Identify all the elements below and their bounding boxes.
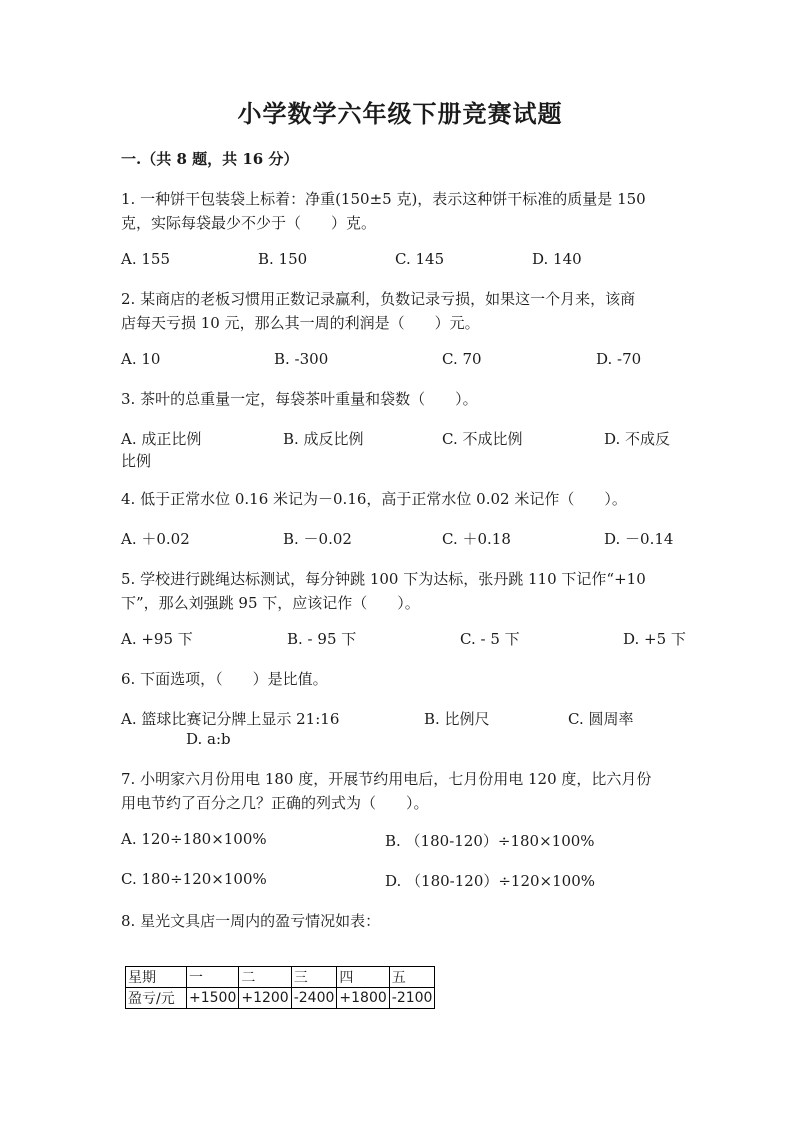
question-7-option-b: B. （180-120）÷180×100%	[385, 832, 595, 850]
question-6-option-c: C. 圆周率	[568, 710, 634, 728]
question-1-option-b: B. 150	[258, 250, 308, 268]
question-7-line-1: 7. 小明家六月份用电 180 度，开展节约用电后，七月份用电 120 度，比六月份	[121, 770, 652, 788]
question-5-line-1: 5. 学校进行跳绳达标测试，每分钟跳 100 下为达标，张丹跳 110 下记作“+10	[121, 570, 646, 588]
table-header-cell: 四	[337, 967, 389, 988]
question-7-option-a: A. 120÷180×100%	[121, 830, 267, 848]
table-cell: 盈亏/元	[126, 988, 187, 1009]
question-1-option-a: A. 155	[121, 250, 170, 268]
question-3-option-a: A. 成正比例	[121, 430, 202, 448]
question-6-line-1: 6. 下面选项，（ ）是比值。	[121, 670, 328, 688]
table-row	[126, 988, 435, 1009]
question-3-option-d-wrap: 比例	[121, 452, 152, 470]
table-row	[126, 967, 435, 988]
question-5-option-a: A. +95 下	[121, 630, 193, 648]
question-1-line-2: 克，实际每袋最少不少于（ ）克。	[121, 214, 377, 232]
question-5-line-2: 下”，那么刘强跳 95 下，应该记作（ ）。	[121, 594, 420, 612]
table-header-cell: 三	[291, 967, 337, 988]
question-2-option-a: A. 10	[121, 350, 161, 368]
question-2-line-2: 店每天亏损 10 元，那么其一周的利润是（ ）元。	[121, 314, 480, 332]
question-8-line-1: 8. 星光文具店一周内的盈亏情况如表：	[121, 912, 381, 930]
question-2-line-1: 2. 某商店的老板习惯用正数记录赢利，负数记录亏损，如果这一个月来，该商	[121, 290, 636, 308]
question-1-line-1: 1. 一种饼干包装袋上标着：净重(150±5 克)，表示这种饼干标准的质量是 150	[121, 190, 646, 208]
section-heading: 一.（共 8 题，共 16 分）	[121, 150, 299, 168]
question-3-option-c: C. 不成比例	[442, 430, 523, 448]
question-4-option-c: C. ＋0.18	[442, 530, 511, 548]
profit-loss-table	[125, 966, 435, 1009]
question-6-option-d: D. a:b	[186, 730, 231, 748]
question-3-option-b: B. 成反比例	[283, 430, 364, 448]
question-4-line-1: 4. 低于正常水位 0.16 米记为－0.16，高于正常水位 0.02 米记作（ ）。	[121, 490, 627, 508]
question-4-option-d: D. －0.14	[604, 530, 674, 548]
table-cell: +1800	[337, 988, 389, 1009]
question-6-option-b: B. 比例尺	[424, 710, 490, 728]
question-1-option-d: D. 140	[532, 250, 582, 268]
question-3-line-1: 3. 茶叶的总重量一定，每袋茶叶重量和袋数（ ）。	[121, 390, 478, 408]
question-7-option-c: C. 180÷120×100%	[121, 870, 267, 888]
question-5-option-d: D. +5 下	[623, 630, 686, 648]
question-7-option-d: D. （180-120）÷120×100%	[385, 872, 596, 890]
question-7-line-2: 用电节约了百分之几？正确的列式为（ ）。	[121, 794, 429, 812]
question-6-option-a: A. 篮球比赛记分牌上显示 21:16	[121, 710, 340, 728]
question-2-option-c: C. 70	[442, 350, 482, 368]
table-cell: +1500	[187, 988, 239, 1009]
table-header-cell: 五	[389, 967, 435, 988]
question-5-option-b: B. - 95 下	[287, 630, 357, 648]
table-header-cell: 二	[239, 967, 291, 988]
table-cell: -2100	[389, 988, 435, 1009]
question-2-option-b: B. -300	[274, 350, 329, 368]
question-1-option-c: C. 145	[395, 250, 445, 268]
table-header-cell: 一	[187, 967, 239, 988]
table-header-cell: 星期	[126, 967, 187, 988]
question-3-option-d: D. 不成反	[604, 430, 671, 448]
question-4-option-a: A. ＋0.02	[121, 530, 190, 548]
question-2-option-d: D. -70	[596, 350, 642, 368]
table-cell: -2400	[291, 988, 337, 1009]
question-4-option-b: B. －0.02	[283, 530, 352, 548]
page-title: 小学数学六年级下册竞赛试题	[237, 99, 563, 128]
question-5-option-c: C. - 5 下	[460, 630, 520, 648]
table-cell: +1200	[239, 988, 291, 1009]
